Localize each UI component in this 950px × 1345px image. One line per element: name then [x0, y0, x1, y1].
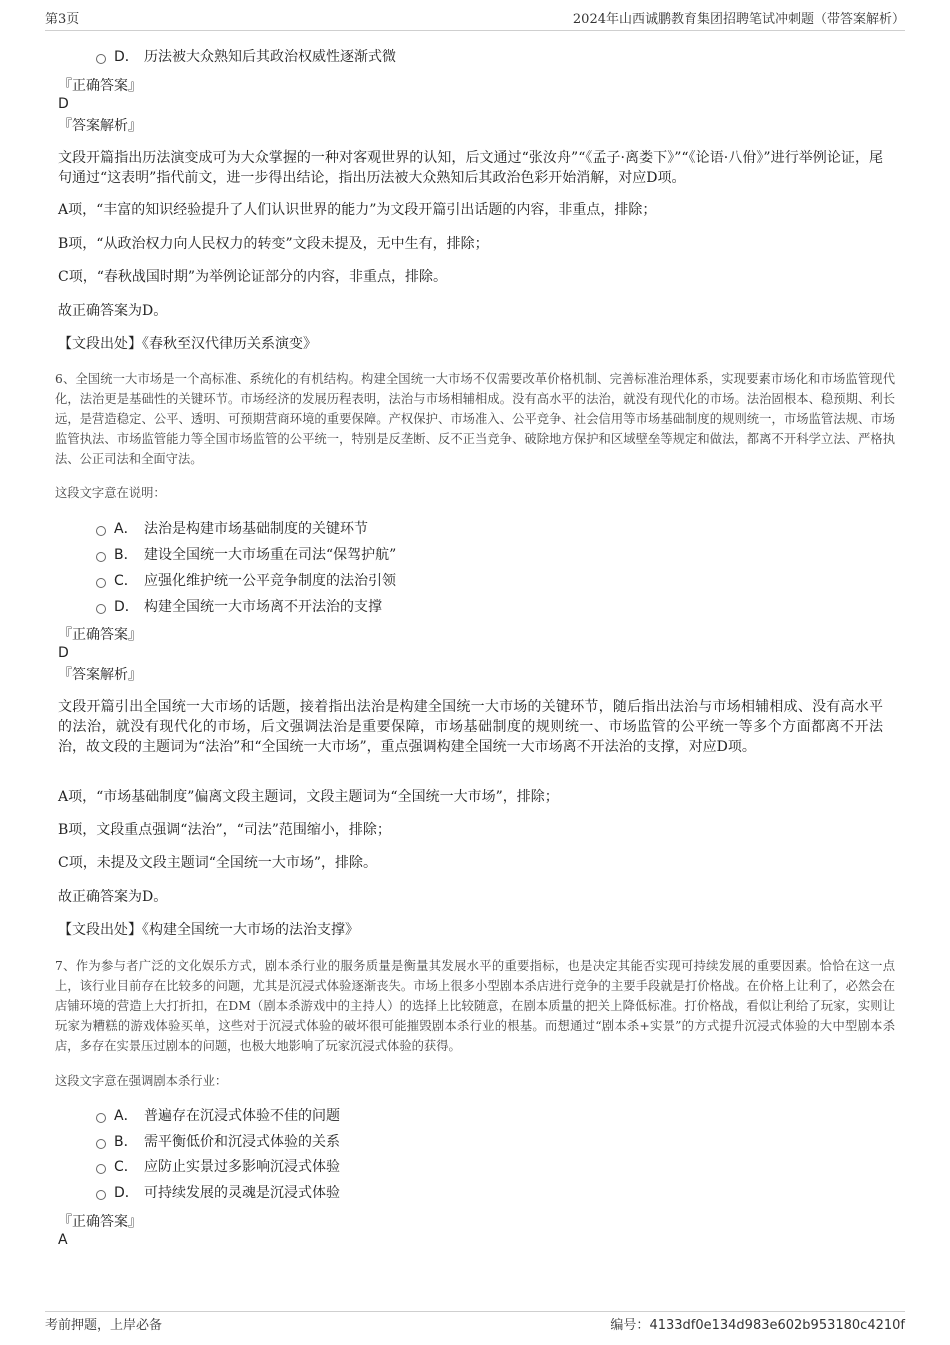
q5-analysis-label: 『答案解析』 — [58, 118, 142, 134]
q7-answer: A — [58, 1232, 68, 1248]
q6-line-b: B项，文段重点强调“法治”，“司法”范围缩小，排除； — [58, 822, 391, 838]
q6-line-c: C项，未提及文段主题词“全国统一大市场”，排除。 — [58, 855, 378, 871]
q5-option-d[interactable] — [96, 47, 396, 67]
radio-icon[interactable] — [96, 1139, 106, 1149]
q6-stem: 6、全国统一大市场是一个高标准、系统化的有机结构。构建全国统一大市场不仅需要改革价格机制、完善标准治理体系，实现要素市场化和市场监管现代化，法治更是基础性的关键环节。市场经济的发展历程表明，法治与市场相辅相成。没有高水平的法治，就没有现代化的市场。法治固根本、稳预期、利长远，是营造稳定、公平、透明、可预期营商环境的重要保障。产权保护、市场准入、公平竞争、社会信用等市场基础制度的规则统一，市场监管法规、市场监管执法、市场监管能力等全国市场监管的公平统一，特别是反垄断、反不正当竞争、破除地方保护和区域壁垒等规定和做法，都离不开科学立法、严格执法、公正司法和全面守法。 — [55, 372, 895, 466]
q5-line-c: C项，“春秋战国时期”为举例论证部分的内容，非重点，排除。 — [58, 269, 448, 285]
q7-option-c[interactable] — [96, 1157, 340, 1177]
q7-stem: 7、作为参与者广泛的文化娱乐方式，剧本杀行业的服务质量是衡量其发展水平的重要指标，也是决定其能否实现可持续发展的重要因素。恰恰在这一点上，该行业目前存在比较多的问题，尤其是沉浸式体验逐渐丧失。市场上很多小型剧本杀店进行竞争的主要手段就是打价格战。在价格上让利了，必然会在店铺环境的营造上大打折扣，在DM（剧本杀游戏中的主持人）的选择上比较随意，在剧本质量的把关上降低标准。打价格战，看似让利给了玩家，实则让玩家为糟糕的游戏体验买单，这些对于沉浸式体验的破坏很可能摧毁剧本杀行业的根基。而想通过“剧本杀+实景”的方式提升沉浸式体验的大中型剧本杀店，多存在实景压过剧本的问题，也极大地影响了玩家沉浸式体验的获得。 — [55, 959, 895, 1053]
option-letter: D． — [114, 599, 139, 615]
q7-option-a[interactable] — [96, 1106, 340, 1126]
option-text: 可持续发展的灵魂是沉浸式体验 — [144, 1185, 340, 1201]
q5-source: 【文段出处】《春秋至汉代律历关系演变》 — [58, 336, 317, 352]
q5-analysis: 文段开篇指出历法演变成可为大众掌握的一种对客观世界的认知，后文通过“张汝舟”“《孟子·离娄下》”“《论语·八佾》”进行举例论证，尾句通过“这表明”指代前文，进一步得出结论，指出历法被大众熟知后其政治色彩开始消解，对应D项。 — [58, 150, 883, 186]
radio-icon[interactable] — [96, 1190, 106, 1200]
option-text: 历法被大众熟知后其政治权威性逐渐式微 — [144, 49, 396, 65]
radio-icon[interactable] — [96, 604, 106, 614]
q5-answer-label: 『正确答案』 — [58, 78, 142, 94]
option-text: 普遍存在沉浸式体验不佳的问题 — [144, 1108, 340, 1124]
radio-icon[interactable] — [96, 526, 106, 536]
option-letter: A． — [114, 521, 138, 537]
radio-icon[interactable] — [96, 54, 106, 64]
option-letter: B． — [114, 547, 138, 563]
q6-conclusion: 故正确答案为D。 — [58, 889, 168, 905]
q6-source: 【文段出处】《构建全国统一大市场的法治支撑》 — [58, 922, 359, 938]
q7-option-d[interactable] — [96, 1183, 340, 1203]
q5-answer: D — [58, 96, 69, 112]
option-letter: B． — [114, 1134, 138, 1150]
q7-answer-label: 『正确答案』 — [58, 1214, 142, 1230]
option-letter: C． — [114, 573, 138, 589]
document-id-label: 编号： — [610, 1318, 650, 1333]
radio-icon[interactable] — [96, 1113, 106, 1123]
option-letter: C． — [114, 1159, 138, 1175]
option-letter: D． — [114, 1185, 139, 1201]
q6-answer-label: 『正确答案』 — [58, 627, 142, 643]
document-title: 2024年山西诚鹏教育集团招聘笔试冲刺题（带答案解析） — [572, 12, 905, 27]
q6-analysis-label: 『答案解析』 — [58, 667, 142, 683]
document-id — [610, 1314, 905, 1333]
footer-divider — [45, 1311, 905, 1312]
footer-slogan: 考前押题，上岸必备 — [45, 1318, 163, 1333]
radio-icon[interactable] — [96, 1164, 106, 1174]
option-text: 法治是构建市场基础制度的关键环节 — [144, 521, 368, 537]
option-text: 需平衡低价和沉浸式体验的关系 — [144, 1134, 340, 1150]
q6-prompt: 这段文字意在说明： — [55, 486, 166, 500]
q6-answer: D — [58, 645, 69, 661]
q5-line-b: B项，“从政治权力向人民权力的转变”文段未提及，无中生有，排除； — [58, 236, 489, 252]
q6-option-c[interactable] — [96, 571, 396, 591]
option-text: 应防止实景过多影响沉浸式体验 — [144, 1159, 340, 1175]
option-text: 建设全国统一大市场重在司法“保驾护航” — [144, 547, 397, 563]
q6-line-a: A项，“市场基础制度”偏离文段主题词，文段主题词为“全国统一大市场”，排除； — [58, 789, 559, 805]
page-number: 第3页 — [45, 12, 80, 27]
q7-option-b[interactable] — [96, 1132, 340, 1152]
q7-prompt: 这段文字意在强调剧本杀行业： — [55, 1074, 228, 1088]
q5-conclusion: 故正确答案为D。 — [58, 303, 168, 319]
document-id-value: 4133df0e134d983e602b953180c4210f — [649, 1318, 905, 1333]
radio-icon[interactable] — [96, 578, 106, 588]
q6-option-b[interactable] — [96, 545, 396, 565]
option-letter: A． — [114, 1108, 138, 1124]
option-letter: D． — [114, 49, 139, 65]
q6-analysis: 文段开篇引出全国统一大市场的话题，接着指出法治是构建全国统一大市场的关键环节，随后指出法治与市场相辅相成、没有高水平的法治，就没有现代化的市场，后文强调法治是重要保障，市场基础制度的规则统一、市场监管的公平统一等多个方面都离不开法治，故文段的主题词为“法治”和“全国统一大市场”，重点强调构建全国统一大市场离不开法治的支撑，对应D项。 — [58, 699, 883, 755]
option-text: 应强化维护统一公平竞争制度的法治引领 — [144, 573, 396, 589]
radio-icon[interactable] — [96, 552, 106, 562]
q5-line-a: A项，“丰富的知识经验提升了人们认识世界的能力”为文段开篇引出话题的内容，非重点，排除； — [58, 202, 657, 218]
q6-option-d[interactable] — [96, 597, 382, 617]
q6-option-a[interactable] — [96, 519, 368, 539]
option-text: 构建全国统一大市场离不开法治的支撑 — [144, 599, 382, 615]
header-divider — [45, 30, 905, 31]
